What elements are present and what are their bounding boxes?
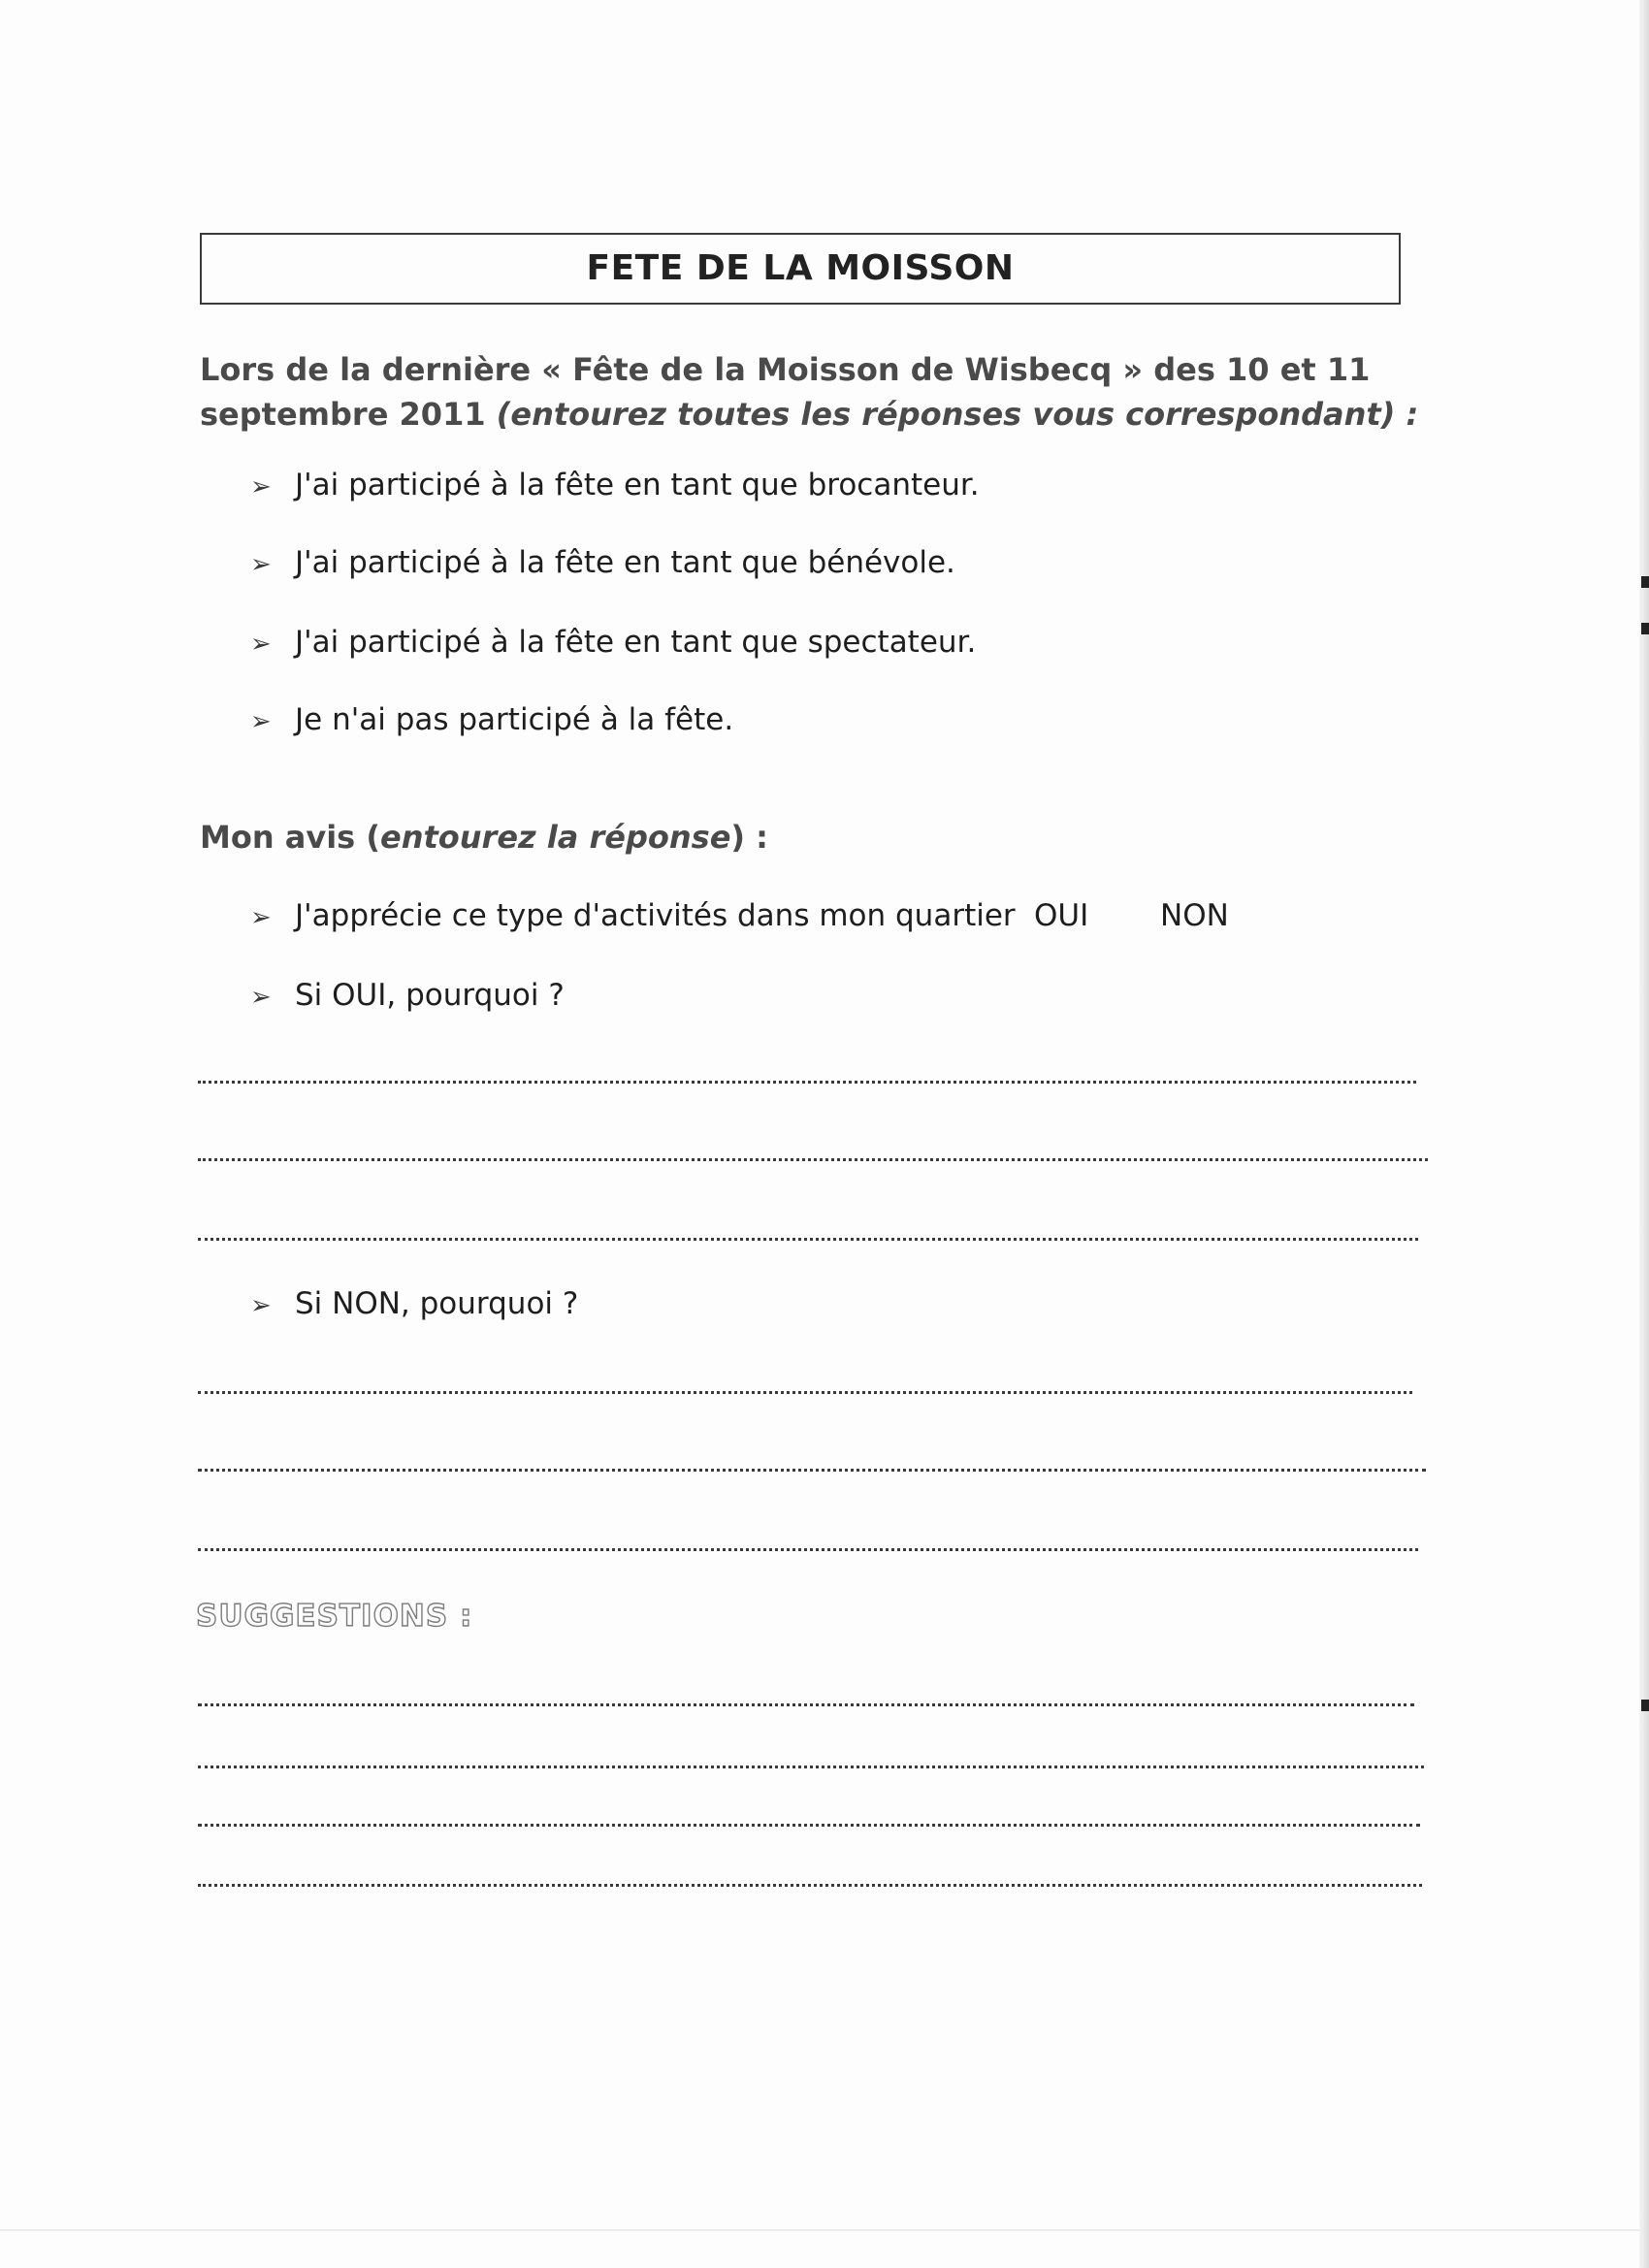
option-label: J'ai participé à la fête en tant que brocanteur. bbox=[295, 468, 980, 502]
question-label: Si OUI, pourquoi ? bbox=[295, 978, 565, 1013]
answer-line-yes-2[interactable] bbox=[198, 1158, 1428, 1161]
page-title: FETE DE LA MOISSON bbox=[586, 248, 1015, 288]
suggestion-line-1[interactable] bbox=[198, 1703, 1414, 1706]
page-edge bbox=[1639, 0, 1649, 2268]
intro-line-1: Lors de la dernière « Fête de la Moisson de Wisbecq » des 10 et 11 bbox=[200, 351, 1371, 388]
intro-instruction: (entourez toutes les réponses vous correspondant) : bbox=[496, 396, 1419, 433]
if-yes-question bbox=[250, 978, 565, 1013]
option-label: J'ai participé à la fête en tant que bénévole. bbox=[295, 545, 955, 580]
answer-line-no-2[interactable] bbox=[198, 1469, 1426, 1472]
arrow-bullet-icon: ➢ bbox=[250, 630, 272, 659]
opinion-heading-end: ) : bbox=[730, 819, 768, 856]
answer-oui[interactable]: OUI bbox=[1034, 898, 1089, 933]
suggestions-heading: SUGGESTIONS : bbox=[196, 1599, 473, 1634]
arrow-bullet-icon: ➢ bbox=[250, 903, 272, 932]
opinion-instruction: entourez la réponse bbox=[379, 819, 731, 856]
option-brocanteur[interactable] bbox=[250, 468, 980, 502]
option-non-participant[interactable] bbox=[250, 702, 733, 737]
edge-mark bbox=[1641, 576, 1649, 588]
option-benevole[interactable] bbox=[250, 545, 955, 580]
appreciation-question bbox=[250, 898, 1016, 933]
answer-line-no-1[interactable] bbox=[198, 1391, 1412, 1394]
arrow-bullet-icon: ➢ bbox=[250, 983, 272, 1012]
intro-question bbox=[200, 347, 1461, 437]
option-spectateur[interactable] bbox=[250, 625, 976, 660]
answer-line-no-3[interactable] bbox=[198, 1548, 1418, 1551]
arrow-bullet-icon: ➢ bbox=[250, 550, 272, 579]
edge-mark bbox=[1641, 1700, 1649, 1711]
intro-line-2 bbox=[200, 392, 1461, 437]
if-no-question bbox=[250, 1286, 578, 1321]
arrow-bullet-icon: ➢ bbox=[250, 472, 272, 502]
arrow-bullet-icon: ➢ bbox=[250, 1291, 272, 1320]
edge-mark bbox=[1641, 623, 1649, 634]
intro-line-2-text: septembre 2011 bbox=[200, 396, 497, 433]
title-box bbox=[200, 233, 1401, 305]
question-label: J'apprécie ce type d'activités dans mon quartier bbox=[295, 898, 1016, 933]
arrow-bullet-icon: ➢ bbox=[250, 707, 272, 736]
suggestion-line-4[interactable] bbox=[198, 1884, 1422, 1887]
opinion-heading-text: Mon avis ( bbox=[200, 819, 380, 856]
answer-line-yes-3[interactable] bbox=[198, 1238, 1418, 1241]
suggestion-line-3[interactable] bbox=[198, 1824, 1420, 1827]
suggestion-line-2[interactable] bbox=[198, 1766, 1424, 1768]
scan-bottom-line bbox=[0, 2229, 1639, 2231]
opinion-heading bbox=[200, 819, 768, 856]
option-label: Je n'ai pas participé à la fête. bbox=[295, 702, 734, 737]
option-label: J'ai participé à la fête en tant que spectateur. bbox=[295, 625, 977, 660]
question-label: Si NON, pourquoi ? bbox=[295, 1286, 579, 1321]
answer-line-yes-1[interactable] bbox=[198, 1081, 1416, 1084]
answer-non[interactable]: NON bbox=[1160, 898, 1229, 933]
